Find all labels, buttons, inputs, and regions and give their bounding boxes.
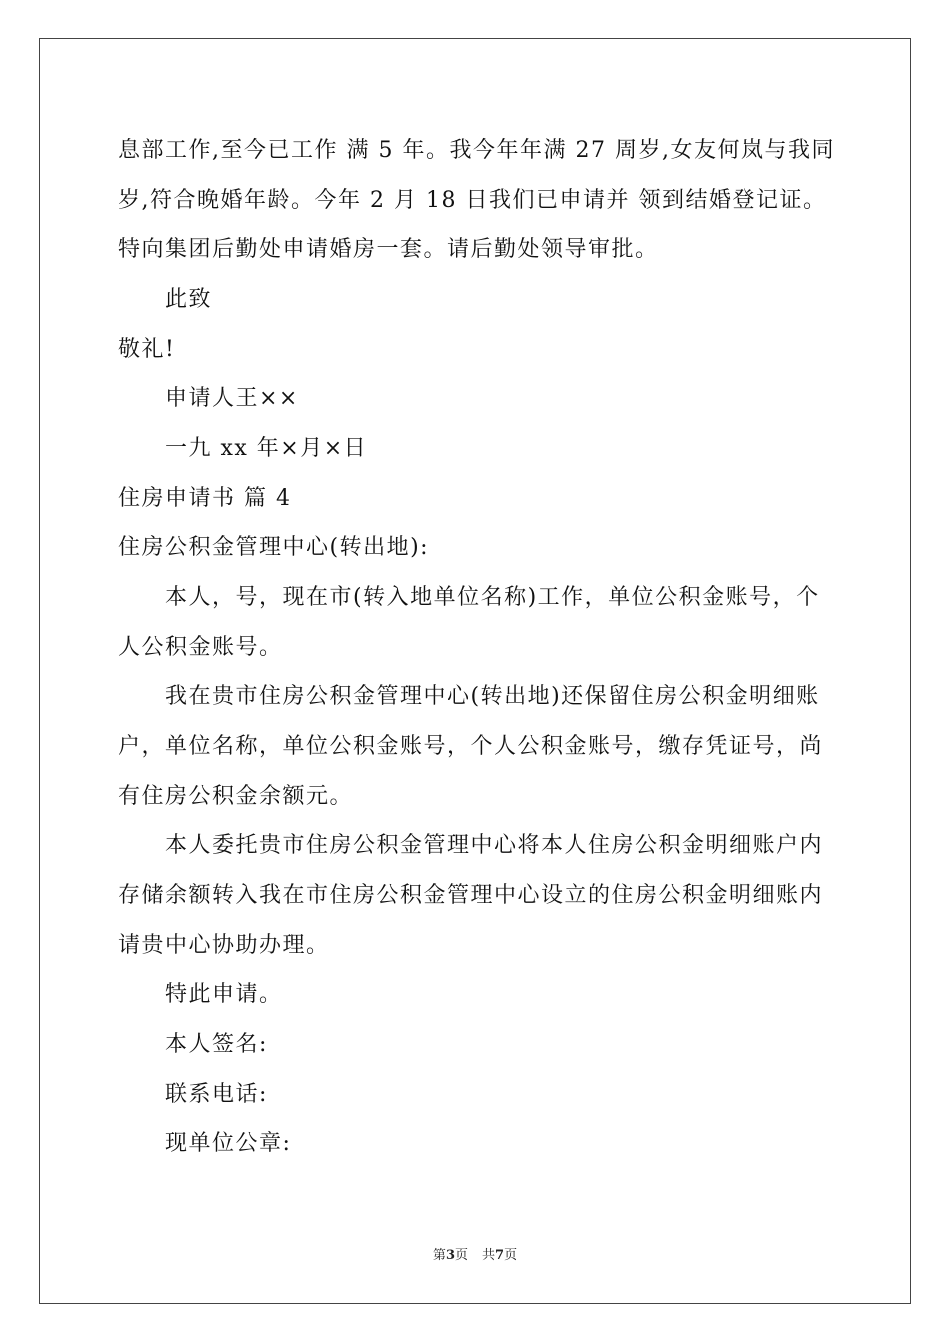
paragraph-2-line-3: 有住房公积金余额元。 xyxy=(118,784,354,809)
section-heading: 住房申请书 篇 4 xyxy=(118,486,292,511)
total-pages-suffix: 页 xyxy=(504,1248,518,1263)
paragraph-3-line-1: 本人委托贵市住房公积金管理中心将本人住房公积金明细账户内 xyxy=(165,833,824,858)
paragraph-3-line-3: 请贵中心协助办理。 xyxy=(118,933,330,958)
closing-request: 特此申请。 xyxy=(165,982,283,1007)
applicant-signature: 申请人王×× xyxy=(165,386,299,411)
paragraph-2-line-2: 户，单位名称，单位公积金账号，个人公积金账号，缴存凭证号，尚 xyxy=(118,734,824,759)
phone-field-label: 联系电话: xyxy=(165,1082,268,1107)
closing-salutation: 此致 xyxy=(165,287,213,312)
signature-date: 一九 xx 年×月×日 xyxy=(165,436,368,461)
page-footer xyxy=(0,1247,950,1265)
body-line-3: 特向集团后勤处申请婚房一套。请后勤处领导审批。 xyxy=(118,237,659,262)
body-line-1: 息部工作,至今已工作 满 5 年。我今年年满 27 周岁,女友何岚与我同 xyxy=(118,138,835,163)
current-page-number: 3 xyxy=(445,1248,455,1263)
paragraph-1-line-1: 本人，号，现在市(转入地单位名称)工作，单位公积金账号，个 xyxy=(165,585,820,610)
total-pages-prefix: 共 xyxy=(482,1248,496,1263)
page-number-prefix: 第 xyxy=(432,1248,446,1263)
page-border xyxy=(39,38,911,1304)
paragraph-3-line-2: 存储余额转入我在市住房公积金管理中心设立的住房公积金明细账内 xyxy=(118,883,824,908)
total-pages-number: 7 xyxy=(495,1248,505,1263)
closing-regards: 敬礼! xyxy=(118,337,176,362)
paragraph-2-line-1: 我在贵市住房公积金管理中心(转出地)还保留住房公积金明细账 xyxy=(165,684,820,709)
body-line-2: 岁,符合晚婚年龄。今年 2 月 18 日我们已申请并 领到结婚登记证。 xyxy=(118,188,827,213)
paragraph-1-line-2: 人公积金账号。 xyxy=(118,635,283,660)
signature-field-label: 本人签名: xyxy=(165,1032,268,1057)
letter-addressee: 住房公积金管理中心(转出地): xyxy=(118,535,430,560)
page-number-suffix: 页 xyxy=(454,1248,468,1263)
company-seal-field-label: 现单位公章: xyxy=(165,1131,292,1156)
